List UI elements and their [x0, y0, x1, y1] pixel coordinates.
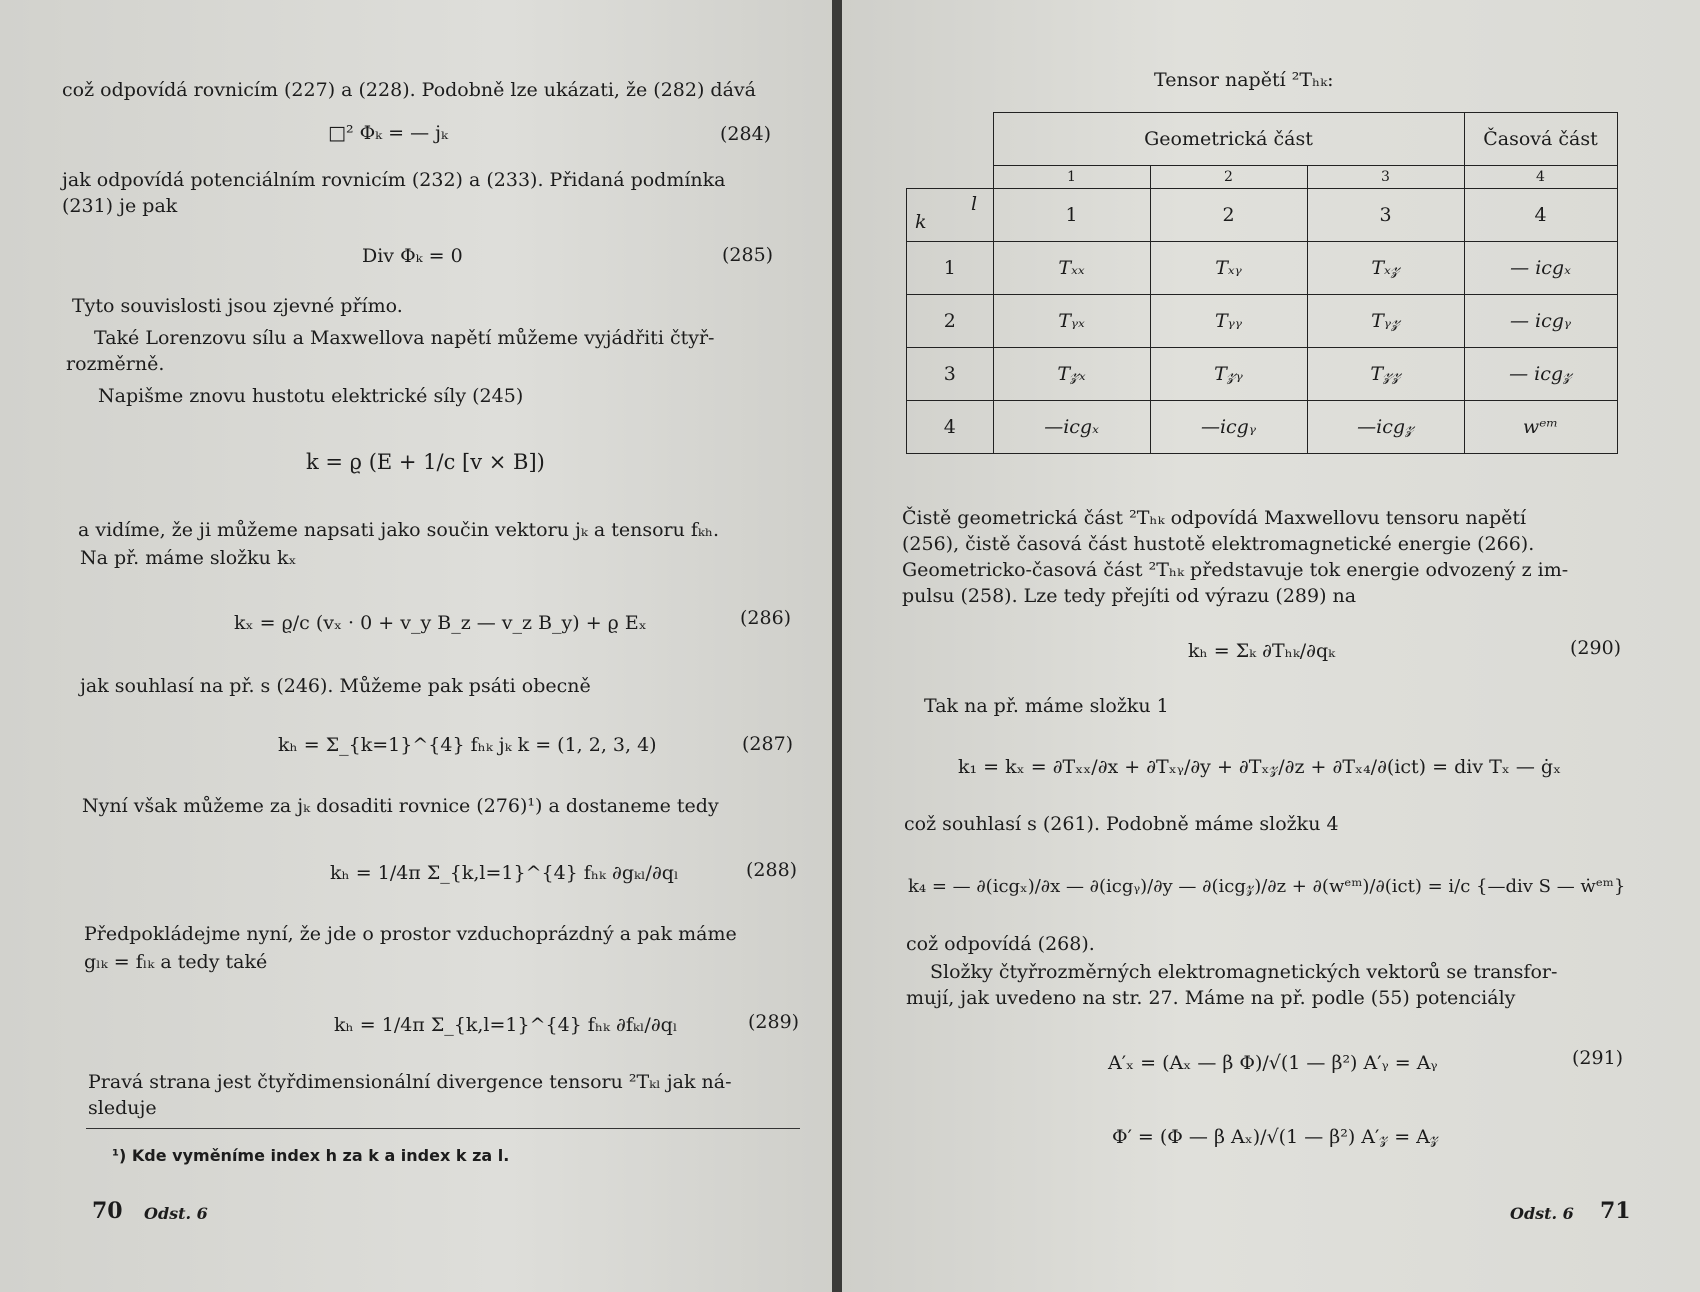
equation-number: (287) — [742, 733, 794, 755]
equation-k4: k₄ = — ∂(icgₓ)/∂x — ∂(icgᵧ)/∂y — ∂(icg𝓏)/∂z + ∂(wᵉᵐ)/∂(ict) = i/c {—div S — ẇᵉᵐ} — [908, 876, 1626, 897]
table-cell: Tₓ𝓏 — [1307, 242, 1464, 295]
equation-287: kₕ = Σ_{k=1}^{4} fₕₖ jₖ k = (1, 2, 3, 4) — [278, 734, 657, 756]
text-line: což odpovídá rovnicím (227) a (228). Podobně lze ukázati, že (282) dává — [62, 79, 756, 101]
text-line: rozměrně. — [66, 353, 165, 375]
col-header: 1 — [993, 189, 1150, 242]
equation-290: kₕ = Σₖ ∂Tₕₖ/∂qₖ — [1188, 640, 1336, 662]
equation-288: kₕ = 1/4π Σ_{k,l=1}^{4} fₕₖ ∂gₖₗ/∂qₗ — [330, 862, 679, 884]
col-header: 2 — [1150, 189, 1307, 242]
table-cell: T𝓏𝓏 — [1307, 348, 1464, 401]
text-line: což souhlasí s (261). Podobně máme složku 4 — [904, 813, 1339, 835]
table-cell: —icg𝓏 — [1307, 401, 1464, 454]
equation-285: Div Φₖ = 0 — [362, 245, 463, 267]
section-marker: Odst. 6 — [1510, 1204, 1574, 1223]
kl-corner — [907, 189, 994, 242]
text-line: Složky čtyřrozměrných elektromagnetických vektorů se transfor- — [930, 961, 1558, 983]
text-line: Čistě geometrická část ²Tₕₖ odpovídá Maxwellovu tensoru napětí — [902, 507, 1527, 529]
subcol: 4 — [1464, 166, 1617, 189]
table-caption: Tensor napětí ²Tₕₖ: — [1154, 69, 1334, 91]
subcol: 1 — [993, 166, 1150, 189]
page-number: 70 — [92, 1198, 123, 1224]
table-cell: —icgᵧ — [1150, 401, 1307, 454]
table-cell: Tₓₓ — [993, 242, 1150, 295]
l-label: l — [971, 193, 978, 215]
text-line: (256), čistě časová část hustotě elektromagnetické energie (266). — [902, 533, 1535, 555]
row-header: 1 — [907, 242, 994, 295]
table-cell: Tᵧₓ — [993, 295, 1150, 348]
text-line: Napišme znovu hustotu elektrické síly (245) — [98, 385, 524, 407]
table-cell: wᵉᵐ — [1464, 401, 1617, 454]
text-line: sleduje — [88, 1097, 157, 1119]
table-cell: — icg𝓏 — [1464, 348, 1617, 401]
header-temporal: Časová část — [1464, 113, 1617, 166]
subcol: 3 — [1307, 166, 1464, 189]
equation-number: (290) — [1570, 637, 1622, 659]
section-marker: Odst. 6 — [144, 1204, 208, 1223]
table-cell: — icgᵧ — [1464, 295, 1617, 348]
equation-291a: A′ₓ = (Aₓ — β Φ)/√(1 — β²) A′ᵧ = Aᵧ — [1108, 1052, 1438, 1074]
text-line: pulsu (258). Lze tedy přejíti od výrazu (289) na — [902, 585, 1357, 607]
equation-291b: Φ′ = (Φ — β Aₓ)/√(1 — β²) A′𝓏 = A𝓏 — [1112, 1126, 1439, 1148]
header-geometric: Geometrická část — [993, 113, 1464, 166]
row-header: 4 — [907, 401, 994, 454]
equation-number: (289) — [748, 1011, 800, 1033]
table-cell: — icgₓ — [1464, 242, 1617, 295]
text-line: Předpokládejme nyní, že jde o prostor vzduchoprázdný a pak máme — [84, 923, 737, 945]
table-cell: Tᵧ𝓏 — [1307, 295, 1464, 348]
equation-k1: k₁ = kₓ = ∂Tₓₓ/∂x + ∂Tₓᵧ/∂y + ∂Tₓ𝓏/∂z + ∂Tₓ₄/∂(ict) = div Tₓ — ġₓ — [958, 756, 1562, 778]
text-line: jak odpovídá potenciálním rovnicím (232) a (233). Přidaná podmínka — [62, 169, 726, 191]
equation-number: (288) — [746, 859, 798, 881]
equation-286: kₓ = ϱ/c (vₓ · 0 + v_y B_z — v_z B_y) + ϱ Eₓ — [234, 612, 647, 634]
text-line: Tyto souvislosti jsou zjevné přímo. — [72, 295, 403, 317]
text-line: Také Lorenzovu sílu a Maxwellova napětí můžeme vyjádřiti čtyř- — [94, 327, 715, 349]
text-line: a vidíme, že ji můžeme napsati jako součin vektoru jₖ a tensoru fₖₕ. — [78, 519, 720, 541]
row-header: 2 — [907, 295, 994, 348]
text-line: (231) je pak — [62, 195, 178, 217]
equation-k: k = ϱ (E + 1/c [v × B]) — [306, 450, 545, 474]
table-cell: Tₓᵧ — [1150, 242, 1307, 295]
equation-number: (291) — [1572, 1047, 1624, 1069]
table-cell: Tᵧᵧ — [1150, 295, 1307, 348]
equation-number: (285) — [722, 244, 774, 266]
equation-number: (286) — [740, 607, 792, 629]
subcol: 2 — [1150, 166, 1307, 189]
table-corner — [907, 113, 994, 189]
equation-284: □² Φₖ = — jₖ — [328, 122, 448, 144]
col-header: 4 — [1464, 189, 1617, 242]
text-line: Pravá strana jest čtyřdimensionální divergence tensoru ²Tₖₗ jak ná- — [88, 1071, 732, 1093]
col-header: 3 — [1307, 189, 1464, 242]
tensor-table — [906, 112, 1618, 454]
k-label: k — [915, 211, 927, 233]
text-line: jak souhlasí na př. s (246). Můžeme pak psáti obecně — [80, 675, 591, 697]
text-line: Tak na př. máme složku 1 — [924, 695, 1169, 717]
text-line: Na př. máme složku kₓ — [80, 547, 297, 569]
table-cell: T𝓏ₓ — [993, 348, 1150, 401]
equation-number: (284) — [720, 123, 772, 145]
text-line: gₗₖ = fₗₖ a tedy také — [84, 951, 268, 973]
text-line: Geometricko-časová část ²Tₕₖ představuje tok energie odvozený z im- — [902, 559, 1569, 581]
footnote: ¹) Kde vyměníme index h za k a index k za l. — [112, 1146, 510, 1165]
text-line: což odpovídá (268). — [906, 933, 1095, 955]
text-line: mují, jak uvedeno na str. 27. Máme na př. podle (55) potenciály — [906, 987, 1516, 1009]
row-header: 3 — [907, 348, 994, 401]
equation-289: kₕ = 1/4π Σ_{k,l=1}^{4} fₕₖ ∂fₖₗ/∂qₗ — [334, 1014, 678, 1036]
text-line: Nyní však můžeme za jₖ dosaditi rovnice (276)¹) a dostaneme tedy — [82, 795, 719, 817]
page-number: 71 — [1600, 1198, 1631, 1224]
left-page — [0, 0, 840, 1292]
table-cell: T𝓏ᵧ — [1150, 348, 1307, 401]
footnote-rule — [86, 1128, 800, 1129]
table-cell: —icgₓ — [993, 401, 1150, 454]
